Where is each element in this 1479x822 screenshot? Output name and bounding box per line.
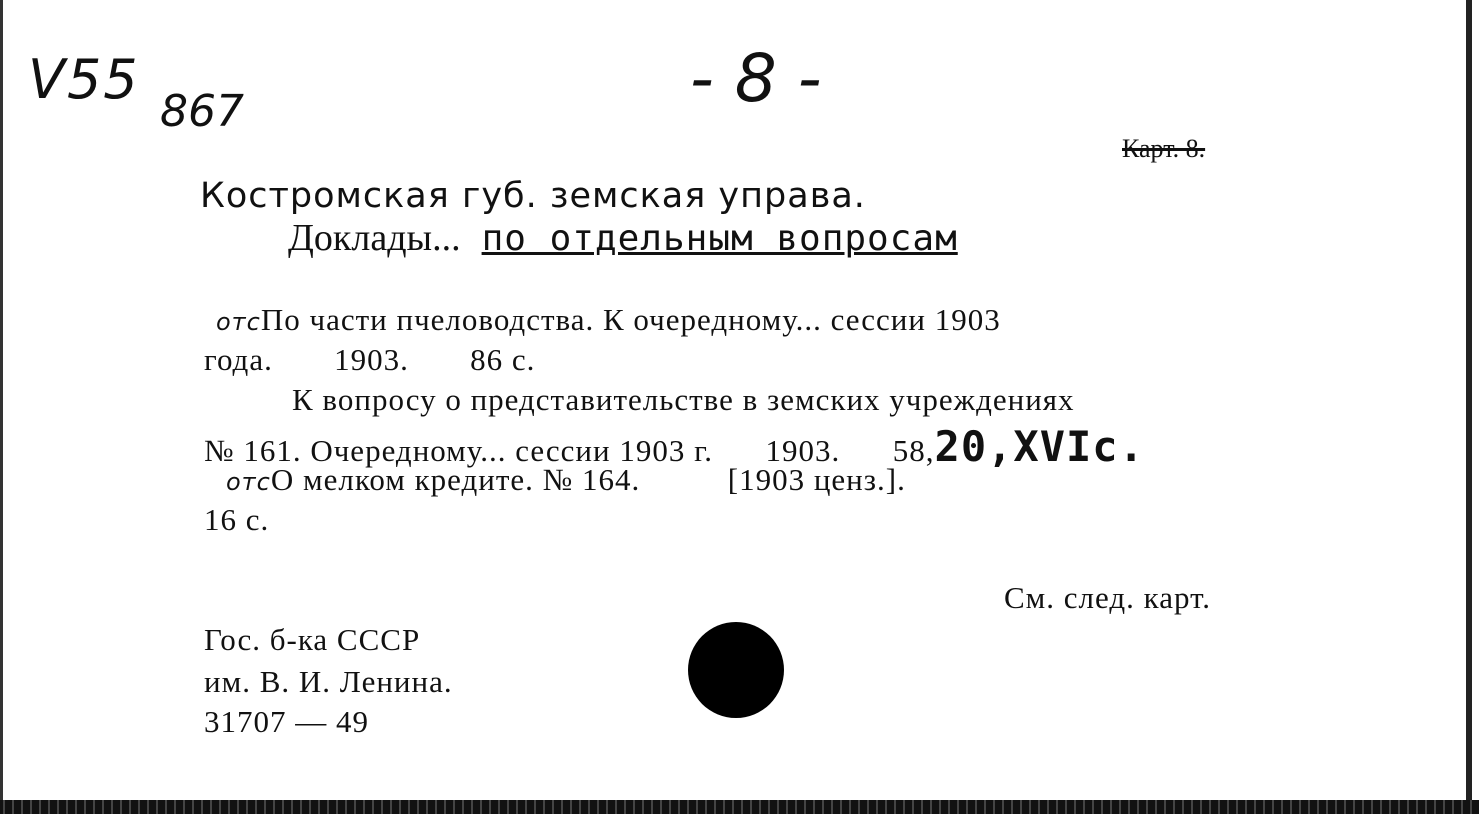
card-bottom-edge — [0, 800, 1479, 814]
library-line-2: им. В. И. Ленина. — [204, 664, 453, 699]
entry-3-line-2: 16 с. — [204, 502, 270, 537]
entry-1-mark: отс — [216, 308, 261, 336]
subheading — [288, 216, 958, 261]
see-next-card: См. след. карт. — [1004, 580, 1212, 615]
entry-1-line-1 — [216, 302, 1001, 338]
entry-1-line-2: года. 1903. 86 с. — [204, 342, 536, 377]
subheading-lead: Доклады... — [288, 217, 461, 259]
card-right-edge — [1466, 0, 1472, 800]
entry-2-stamp: 20,XVIс. — [934, 422, 1145, 471]
heading-institution: Костромская губ. земская управа. — [200, 176, 866, 216]
punch-hole — [688, 622, 784, 718]
entry-2-line-1: К вопросу о представительстве в земских учреждениях — [292, 382, 1075, 417]
handwritten-catalog-number: V55 — [28, 48, 140, 111]
card-ref-struck: Карт. 8. — [1122, 134, 1206, 163]
handwritten-catalog-sub: 867 — [160, 86, 244, 137]
subheading-main: по отдельным вопросам — [481, 218, 958, 259]
library-line-3: 31707 — 49 — [204, 704, 369, 739]
entry-1-text: По части пчеловодства. К очередному... сессии 1903 — [260, 302, 1001, 337]
entry-3-mark: отс — [226, 468, 271, 496]
entry-3-line-1 — [226, 462, 906, 498]
handwritten-page-number: - 8 - — [690, 40, 822, 117]
card-left-edge — [0, 0, 3, 800]
entry-3-text: О мелком кредите. № 164. [1903 ценз.]. — [270, 462, 906, 497]
entry-2-text: № 161. Очередному... сессии 1903 г. 1903. 58, — [204, 433, 935, 468]
library-line-1: Гос. б-ка СССР — [204, 622, 421, 657]
